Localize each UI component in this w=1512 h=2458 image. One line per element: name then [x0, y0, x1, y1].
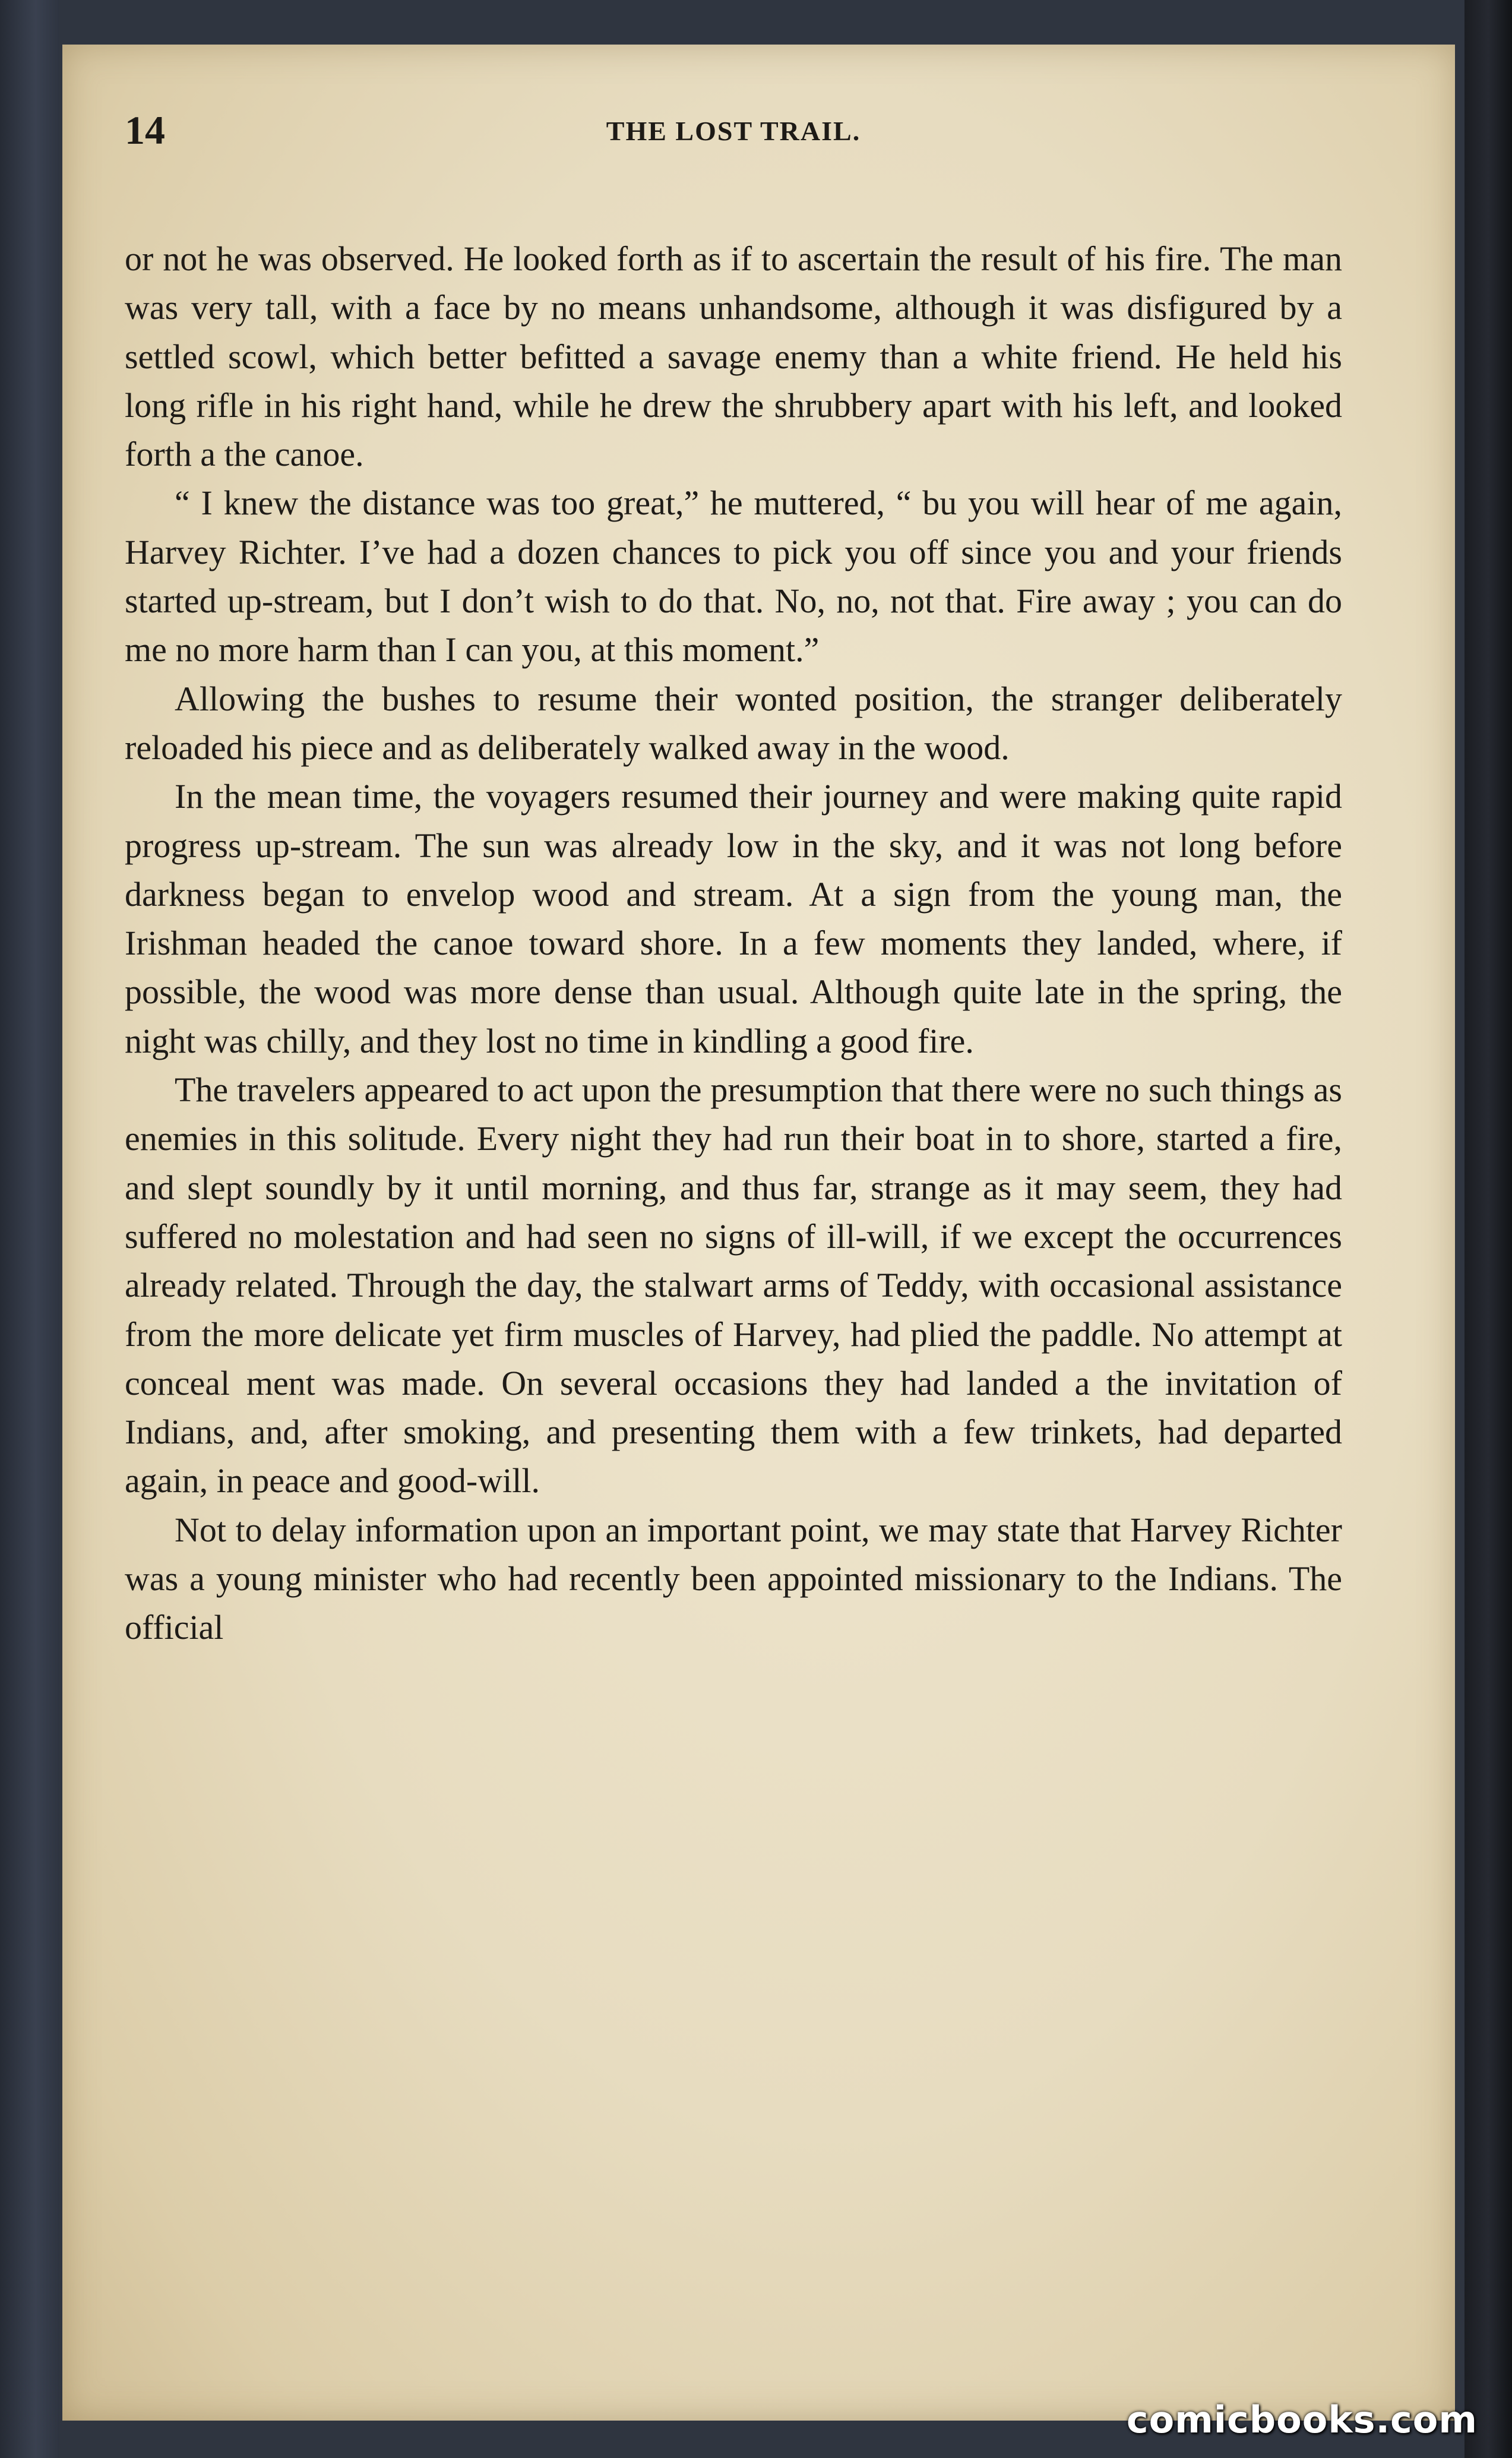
page-number: 14: [125, 108, 165, 153]
site-watermark: comicbooks.com: [1126, 2398, 1478, 2441]
paragraph: or not he was observed. He looked forth as if to ascertain the result of his fire. The man was very tall, with a face by no means unhandsome, although it was disfigured by a settled scowl, which better befitted a savage enemy than a white friend. He held his long rifle in his right hand, while he drew the shrubbery apart with his left, and looked forth a the canoe.: [125, 239, 1342, 474]
paragraph: The travelers appeared to act upon the presumption that there were no such things as enemies in this solitude. Every night they had run their boat in to shore, started a fire, and slept soundly by it until morning, and thus far, strange as it may seem, they had suffered no molestation and had seen no signs of ill-will, if we except the occurrences already related. Through the day, the stalwart arms of Teddy, with occasional assistance from the more delicate yet firm muscles of Harvey, had plied the paddle. No attempt at conceal ment was made. On several occasions they had landed a the invitation of Indians, and, after smoking, and presenting them with a few trinkets, had departed again, in peace and good-will.: [125, 1070, 1342, 1500]
paragraph: Allowing the bushes to resume their wonted position, the stranger deliberately reloaded his piece and as deliberately walked away in the wood.: [125, 679, 1342, 767]
scan-background-right: [1464, 0, 1512, 2458]
page-body: [125, 235, 1342, 1653]
paragraph: “ I knew the distance was too great,” he muttered, “ bu you will hear of me again, Harvey Richter. I’ve had a dozen chances to pick you off since you and your friends started up-stream, but I don’t wish to do that. No, no, not that. Fire away ; you can do me no more harm than I can you, at this moment.”: [125, 484, 1342, 669]
page-header: [125, 107, 1342, 178]
scan-background-left: [0, 0, 59, 2458]
running-title: THE LOST TRAIL.: [606, 116, 861, 146]
paragraph: Not to delay information upon an important point, we may state that Harvey Richter was a young minister who had recently been appointed missionary to the Indians. The official: [125, 1510, 1342, 1647]
paragraph: In the mean time, the voyagers resumed their journey and were making quite rapid progress up-stream. The sun was already low in the sky, and it was not long before darkness began to envelop wood and stream. At a sign from the young man, the Irishman headed the canoe toward shore. In a few moments they landed, where, if possible, the wood was more dense than usual. Although quite late in the spring, the night was chilly, and they lost no time in kindling a good fire.: [125, 777, 1342, 1060]
